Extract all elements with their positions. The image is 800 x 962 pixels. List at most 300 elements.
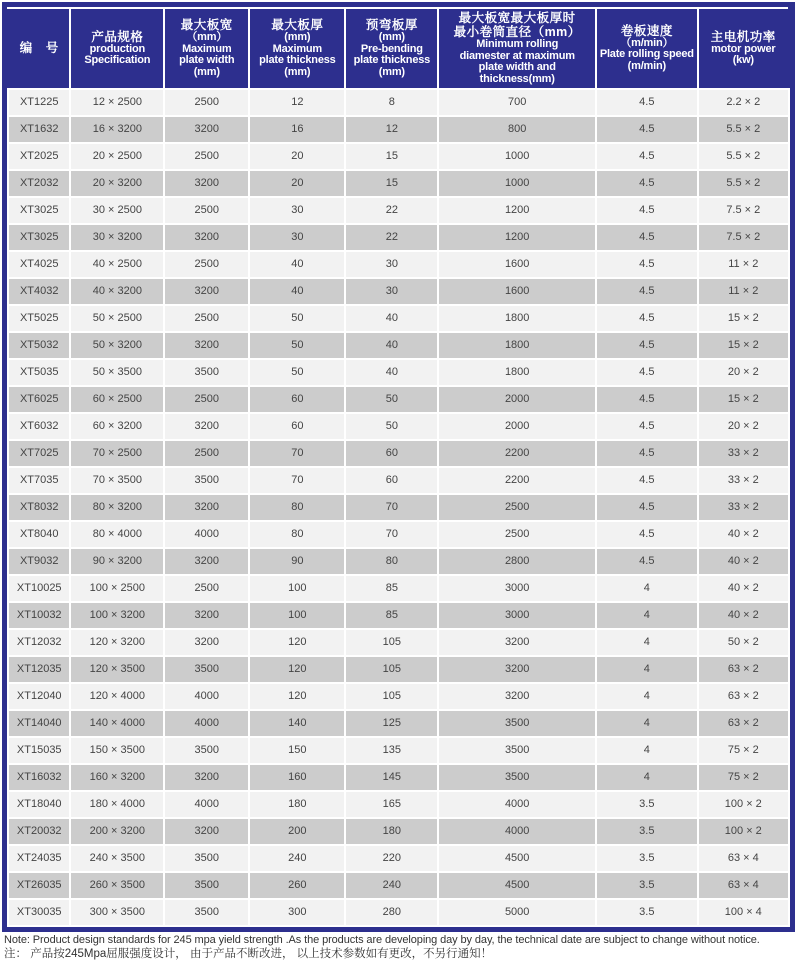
value-cell-motor-power: 75 × 2 xyxy=(698,764,789,791)
value-cell-spec: 300 × 3500 xyxy=(70,899,164,926)
table-row xyxy=(8,116,789,143)
value-cell-min-rolling-diameter: 1800 xyxy=(438,332,596,359)
value-cell-spec: 180 × 4000 xyxy=(70,791,164,818)
value-cell-plate-rolling-speed: 4 xyxy=(596,575,698,602)
model-id-cell: XT15035 xyxy=(8,737,70,764)
value-cell-prebending-plate-thickness: 85 xyxy=(345,602,438,629)
value-cell-max-plate-width: 2500 xyxy=(164,305,249,332)
value-cell-max-plate-thickness: 140 xyxy=(249,710,345,737)
value-cell-max-plate-thickness: 30 xyxy=(249,224,345,251)
model-id-cell: XT26035 xyxy=(8,872,70,899)
model-id-cell: XT5025 xyxy=(8,305,70,332)
value-cell-plate-rolling-speed: 4.5 xyxy=(596,332,698,359)
value-cell-motor-power: 63 × 4 xyxy=(698,845,789,872)
table-row xyxy=(8,656,789,683)
column-header-motor-power xyxy=(698,8,789,89)
header-line: 最小卷筒直径（mm） xyxy=(453,25,581,39)
header-line: (kw) xyxy=(732,54,754,67)
model-id-cell: XT24035 xyxy=(8,845,70,872)
value-cell-spec: 120 × 3500 xyxy=(70,656,164,683)
table-row xyxy=(8,548,789,575)
header-line: (mm) xyxy=(284,31,311,43)
value-cell-plate-rolling-speed: 4.5 xyxy=(596,224,698,251)
value-cell-spec: 240 × 3500 xyxy=(70,845,164,872)
value-cell-max-plate-width: 2500 xyxy=(164,251,249,278)
table-row xyxy=(8,197,789,224)
table-row xyxy=(8,710,789,737)
table-row xyxy=(8,575,789,602)
value-cell-prebending-plate-thickness: 85 xyxy=(345,575,438,602)
header-line: 最大板厚 xyxy=(271,18,324,32)
header-row xyxy=(8,8,789,89)
header-line: Specification xyxy=(84,54,151,67)
model-id-cell: XT6025 xyxy=(8,386,70,413)
value-cell-min-rolling-diameter: 2800 xyxy=(438,548,596,575)
value-cell-max-plate-width: 3500 xyxy=(164,845,249,872)
header-line: plate width and xyxy=(478,61,556,74)
value-cell-motor-power: 40 × 2 xyxy=(698,548,789,575)
value-cell-motor-power: 63 × 2 xyxy=(698,683,789,710)
value-cell-spec: 16 × 3200 xyxy=(70,116,164,143)
value-cell-max-plate-thickness: 180 xyxy=(249,791,345,818)
value-cell-max-plate-thickness: 150 xyxy=(249,737,345,764)
table-row xyxy=(8,359,789,386)
value-cell-spec: 120 × 3200 xyxy=(70,629,164,656)
column-header-id xyxy=(8,8,70,89)
value-cell-motor-power: 11 × 2 xyxy=(698,278,789,305)
value-cell-plate-rolling-speed: 4.5 xyxy=(596,170,698,197)
value-cell-motor-power: 5.5 × 2 xyxy=(698,170,789,197)
table-row xyxy=(8,467,789,494)
header-line: （mm） xyxy=(186,31,228,43)
value-cell-prebending-plate-thickness: 8 xyxy=(345,89,438,116)
value-cell-plate-rolling-speed: 4.5 xyxy=(596,440,698,467)
value-cell-plate-rolling-speed: 4.5 xyxy=(596,305,698,332)
value-cell-spec: 20 × 2500 xyxy=(70,143,164,170)
value-cell-motor-power: 15 × 2 xyxy=(698,386,789,413)
table-row xyxy=(8,278,789,305)
table-row xyxy=(8,764,789,791)
table-row xyxy=(8,629,789,656)
value-cell-prebending-plate-thickness: 50 xyxy=(345,413,438,440)
value-cell-max-plate-thickness: 240 xyxy=(249,845,345,872)
value-cell-max-plate-thickness: 200 xyxy=(249,818,345,845)
table-row xyxy=(8,899,789,926)
value-cell-prebending-plate-thickness: 30 xyxy=(345,278,438,305)
value-cell-min-rolling-diameter: 3500 xyxy=(438,764,596,791)
value-cell-prebending-plate-thickness: 105 xyxy=(345,656,438,683)
value-cell-spec: 30 × 3200 xyxy=(70,224,164,251)
value-cell-prebending-plate-thickness: 165 xyxy=(345,791,438,818)
value-cell-plate-rolling-speed: 4.5 xyxy=(596,89,698,116)
value-cell-max-plate-width: 3200 xyxy=(164,548,249,575)
table-row xyxy=(8,791,789,818)
table-row xyxy=(8,386,789,413)
value-cell-motor-power: 33 × 2 xyxy=(698,494,789,521)
value-cell-spec: 60 × 3200 xyxy=(70,413,164,440)
value-cell-motor-power: 63 × 2 xyxy=(698,710,789,737)
value-cell-plate-rolling-speed: 4 xyxy=(596,737,698,764)
header-line: Maximum xyxy=(182,42,232,55)
value-cell-plate-rolling-speed: 4.5 xyxy=(596,359,698,386)
value-cell-max-plate-width: 3200 xyxy=(164,764,249,791)
value-cell-spec: 60 × 2500 xyxy=(70,386,164,413)
value-cell-max-plate-width: 4000 xyxy=(164,791,249,818)
value-cell-spec: 200 × 3200 xyxy=(70,818,164,845)
value-cell-plate-rolling-speed: 4.5 xyxy=(596,548,698,575)
header-line: (mm) xyxy=(284,65,311,78)
value-cell-max-plate-width: 3500 xyxy=(164,737,249,764)
model-id-cell: XT2032 xyxy=(8,170,70,197)
header-line: Maximum xyxy=(272,42,323,55)
header-line: (mm) xyxy=(193,65,220,78)
table-body xyxy=(8,89,789,926)
value-cell-max-plate-width: 2500 xyxy=(164,575,249,602)
table-row xyxy=(8,521,789,548)
value-cell-max-plate-thickness: 60 xyxy=(249,386,345,413)
value-cell-plate-rolling-speed: 3.5 xyxy=(596,791,698,818)
model-id-cell: XT30035 xyxy=(8,899,70,926)
model-id-cell: XT6032 xyxy=(8,413,70,440)
value-cell-spec: 70 × 2500 xyxy=(70,440,164,467)
header-line: plate thickness xyxy=(259,54,336,67)
value-cell-max-plate-thickness: 90 xyxy=(249,548,345,575)
value-cell-max-plate-width: 3200 xyxy=(164,602,249,629)
model-id-cell: XT12032 xyxy=(8,629,70,656)
header-line: diamester at maximum xyxy=(459,49,575,62)
value-cell-plate-rolling-speed: 4 xyxy=(596,764,698,791)
model-id-cell: XT5032 xyxy=(8,332,70,359)
spec-table xyxy=(7,7,790,927)
value-cell-max-plate-thickness: 300 xyxy=(249,899,345,926)
value-cell-prebending-plate-thickness: 22 xyxy=(345,197,438,224)
value-cell-motor-power: 100 × 2 xyxy=(698,791,789,818)
header-line: 最大板宽 xyxy=(180,18,233,32)
value-cell-plate-rolling-speed: 4.5 xyxy=(596,116,698,143)
value-cell-max-plate-thickness: 20 xyxy=(249,170,345,197)
model-id-cell: XT4025 xyxy=(8,251,70,278)
value-cell-max-plate-thickness: 40 xyxy=(249,251,345,278)
value-cell-max-plate-width: 3200 xyxy=(164,494,249,521)
value-cell-spec: 20 × 3200 xyxy=(70,170,164,197)
header-line: plate width xyxy=(179,54,235,67)
value-cell-motor-power: 75 × 2 xyxy=(698,737,789,764)
value-cell-prebending-plate-thickness: 40 xyxy=(345,332,438,359)
value-cell-max-plate-thickness: 100 xyxy=(249,602,345,629)
value-cell-max-plate-width: 3500 xyxy=(164,359,249,386)
value-cell-prebending-plate-thickness: 60 xyxy=(345,440,438,467)
model-id-cell: XT14040 xyxy=(8,710,70,737)
value-cell-min-rolling-diameter: 2500 xyxy=(438,494,596,521)
value-cell-min-rolling-diameter: 3200 xyxy=(438,683,596,710)
value-cell-plate-rolling-speed: 4.5 xyxy=(596,143,698,170)
value-cell-spec: 90 × 3200 xyxy=(70,548,164,575)
table-row xyxy=(8,251,789,278)
value-cell-spec: 80 × 4000 xyxy=(70,521,164,548)
value-cell-min-rolling-diameter: 800 xyxy=(438,116,596,143)
value-cell-spec: 50 × 3500 xyxy=(70,359,164,386)
value-cell-prebending-plate-thickness: 145 xyxy=(345,764,438,791)
value-cell-motor-power: 63 × 4 xyxy=(698,872,789,899)
value-cell-min-rolling-diameter: 4500 xyxy=(438,872,596,899)
value-cell-min-rolling-diameter: 1600 xyxy=(438,278,596,305)
value-cell-max-plate-width: 3500 xyxy=(164,467,249,494)
footnotes xyxy=(2,934,795,962)
value-cell-motor-power: 7.5 × 2 xyxy=(698,197,789,224)
header-line: 卷板速度 xyxy=(620,23,673,38)
value-cell-max-plate-width: 2500 xyxy=(164,143,249,170)
value-cell-motor-power: 63 × 2 xyxy=(698,656,789,683)
model-id-cell: XT8040 xyxy=(8,521,70,548)
value-cell-max-plate-width: 3200 xyxy=(164,224,249,251)
value-cell-motor-power: 40 × 2 xyxy=(698,602,789,629)
value-cell-spec: 30 × 2500 xyxy=(70,197,164,224)
value-cell-min-rolling-diameter: 700 xyxy=(438,89,596,116)
table-header xyxy=(8,8,789,89)
value-cell-plate-rolling-speed: 4 xyxy=(596,683,698,710)
value-cell-spec: 70 × 3500 xyxy=(70,467,164,494)
value-cell-spec: 140 × 4000 xyxy=(70,710,164,737)
value-cell-spec: 50 × 2500 xyxy=(70,305,164,332)
value-cell-max-plate-thickness: 70 xyxy=(249,440,345,467)
header-line: production xyxy=(89,42,146,55)
model-id-cell: XT2025 xyxy=(8,143,70,170)
value-cell-plate-rolling-speed: 4.5 xyxy=(596,494,698,521)
value-cell-prebending-plate-thickness: 180 xyxy=(345,818,438,845)
value-cell-motor-power: 100 × 4 xyxy=(698,899,789,926)
value-cell-motor-power: 20 × 2 xyxy=(698,413,789,440)
value-cell-motor-power: 7.5 × 2 xyxy=(698,224,789,251)
value-cell-max-plate-width: 3200 xyxy=(164,629,249,656)
value-cell-min-rolling-diameter: 1800 xyxy=(438,359,596,386)
value-cell-motor-power: 20 × 2 xyxy=(698,359,789,386)
model-id-cell: XT18040 xyxy=(8,791,70,818)
value-cell-plate-rolling-speed: 4.5 xyxy=(596,278,698,305)
value-cell-plate-rolling-speed: 3.5 xyxy=(596,872,698,899)
header-line: 产品规格 xyxy=(91,29,144,44)
value-cell-min-rolling-diameter: 2000 xyxy=(438,413,596,440)
model-id-cell: XT5035 xyxy=(8,359,70,386)
value-cell-motor-power: 15 × 2 xyxy=(698,332,789,359)
value-cell-plate-rolling-speed: 3.5 xyxy=(596,845,698,872)
value-cell-plate-rolling-speed: 4 xyxy=(596,629,698,656)
value-cell-max-plate-thickness: 120 xyxy=(249,656,345,683)
table-row xyxy=(8,737,789,764)
value-cell-prebending-plate-thickness: 220 xyxy=(345,845,438,872)
value-cell-plate-rolling-speed: 4.5 xyxy=(596,467,698,494)
value-cell-motor-power: 100 × 2 xyxy=(698,818,789,845)
value-cell-min-rolling-diameter: 4000 xyxy=(438,791,596,818)
model-id-cell: XT3025 xyxy=(8,224,70,251)
value-cell-spec: 150 × 3500 xyxy=(70,737,164,764)
header-line: 主电机功率 xyxy=(710,29,776,44)
header-line: Pre-bending xyxy=(360,42,423,55)
value-cell-max-plate-width: 2500 xyxy=(164,440,249,467)
value-cell-min-rolling-diameter: 1000 xyxy=(438,143,596,170)
value-cell-prebending-plate-thickness: 105 xyxy=(345,629,438,656)
table-row xyxy=(8,818,789,845)
value-cell-min-rolling-diameter: 3200 xyxy=(438,629,596,656)
value-cell-min-rolling-diameter: 2000 xyxy=(438,386,596,413)
model-id-cell: XT16032 xyxy=(8,764,70,791)
value-cell-motor-power: 2.2 × 2 xyxy=(698,89,789,116)
value-cell-max-plate-width: 3200 xyxy=(164,278,249,305)
value-cell-prebending-plate-thickness: 135 xyxy=(345,737,438,764)
value-cell-plate-rolling-speed: 3.5 xyxy=(596,818,698,845)
header-line: (m/min) xyxy=(627,60,666,73)
value-cell-min-rolling-diameter: 3500 xyxy=(438,710,596,737)
note-english: Note: Product design standards for 245 mpa yield strength .As the products are developing day by day, the technical date are subject to change without notice. xyxy=(4,933,760,946)
header-line: (mm) xyxy=(378,31,405,43)
value-cell-plate-rolling-speed: 4.5 xyxy=(596,521,698,548)
value-cell-max-plate-width: 2500 xyxy=(164,89,249,116)
value-cell-motor-power: 33 × 2 xyxy=(698,467,789,494)
table-row xyxy=(8,332,789,359)
value-cell-min-rolling-diameter: 2500 xyxy=(438,521,596,548)
table-row xyxy=(8,602,789,629)
value-cell-max-plate-thickness: 160 xyxy=(249,764,345,791)
value-cell-max-plate-width: 3200 xyxy=(164,116,249,143)
value-cell-plate-rolling-speed: 4.5 xyxy=(596,413,698,440)
value-cell-max-plate-thickness: 60 xyxy=(249,413,345,440)
value-cell-min-rolling-diameter: 3000 xyxy=(438,575,596,602)
value-cell-prebending-plate-thickness: 240 xyxy=(345,872,438,899)
value-cell-max-plate-thickness: 30 xyxy=(249,197,345,224)
value-cell-max-plate-width: 3500 xyxy=(164,656,249,683)
header-line: （m/min） xyxy=(620,36,674,49)
value-cell-min-rolling-diameter: 1000 xyxy=(438,170,596,197)
model-id-cell: XT12035 xyxy=(8,656,70,683)
header-line: 最大板宽最大板厚时 xyxy=(458,11,576,25)
value-cell-plate-rolling-speed: 4.5 xyxy=(596,251,698,278)
value-cell-max-plate-thickness: 100 xyxy=(249,575,345,602)
value-cell-motor-power: 15 × 2 xyxy=(698,305,789,332)
header-line: thickness(mm) xyxy=(479,72,555,85)
value-cell-motor-power: 33 × 2 xyxy=(698,440,789,467)
table-row xyxy=(8,413,789,440)
value-cell-prebending-plate-thickness: 125 xyxy=(345,710,438,737)
value-cell-prebending-plate-thickness: 40 xyxy=(345,305,438,332)
table-row xyxy=(8,845,789,872)
table-row xyxy=(8,872,789,899)
value-cell-prebending-plate-thickness: 12 xyxy=(345,116,438,143)
value-cell-min-rolling-diameter: 2200 xyxy=(438,467,596,494)
value-cell-motor-power: 5.5 × 2 xyxy=(698,143,789,170)
model-id-cell: XT8032 xyxy=(8,494,70,521)
column-header-min-rolling-diameter xyxy=(438,8,596,89)
table-row xyxy=(8,683,789,710)
value-cell-prebending-plate-thickness: 70 xyxy=(345,494,438,521)
value-cell-prebending-plate-thickness: 40 xyxy=(345,359,438,386)
model-id-cell: XT20032 xyxy=(8,818,70,845)
value-cell-prebending-plate-thickness: 60 xyxy=(345,467,438,494)
value-cell-max-plate-thickness: 260 xyxy=(249,872,345,899)
value-cell-max-plate-width: 3200 xyxy=(164,170,249,197)
model-id-cell: XT10032 xyxy=(8,602,70,629)
value-cell-max-plate-width: 2500 xyxy=(164,386,249,413)
value-cell-min-rolling-diameter: 1600 xyxy=(438,251,596,278)
model-id-cell: XT10025 xyxy=(8,575,70,602)
value-cell-max-plate-thickness: 80 xyxy=(249,494,345,521)
value-cell-max-plate-width: 3200 xyxy=(164,332,249,359)
value-cell-min-rolling-diameter: 2200 xyxy=(438,440,596,467)
note-chinese: 注： 产品按245Mpa屈服强度设计， 由于产品不断改进， 以上技术参数如有更改，不另行通知！ xyxy=(4,948,493,961)
model-id-cell: XT1225 xyxy=(8,89,70,116)
header-line: (mm) xyxy=(378,65,405,78)
value-cell-max-plate-width: 3500 xyxy=(164,872,249,899)
model-id-cell: XT3025 xyxy=(8,197,70,224)
value-cell-min-rolling-diameter: 1200 xyxy=(438,224,596,251)
value-cell-max-plate-width: 4000 xyxy=(164,683,249,710)
value-cell-spec: 100 × 3200 xyxy=(70,602,164,629)
table-row xyxy=(8,494,789,521)
model-id-cell: XT7035 xyxy=(8,467,70,494)
value-cell-min-rolling-diameter: 5000 xyxy=(438,899,596,926)
value-cell-max-plate-thickness: 50 xyxy=(249,305,345,332)
value-cell-prebending-plate-thickness: 105 xyxy=(345,683,438,710)
table-row xyxy=(8,224,789,251)
value-cell-prebending-plate-thickness: 70 xyxy=(345,521,438,548)
header-line: 预弯板厚 xyxy=(365,18,418,32)
value-cell-min-rolling-diameter: 3000 xyxy=(438,602,596,629)
value-cell-spec: 40 × 2500 xyxy=(70,251,164,278)
value-cell-max-plate-thickness: 12 xyxy=(249,89,345,116)
column-header-spec xyxy=(70,8,164,89)
value-cell-prebending-plate-thickness: 15 xyxy=(345,143,438,170)
value-cell-spec: 40 × 3200 xyxy=(70,278,164,305)
value-cell-prebending-plate-thickness: 22 xyxy=(345,224,438,251)
column-header-prebending-plate-thickness xyxy=(345,8,438,89)
header-line: plate thickness xyxy=(353,54,431,67)
value-cell-prebending-plate-thickness: 15 xyxy=(345,170,438,197)
column-header-plate-rolling-speed xyxy=(596,8,698,89)
table-row xyxy=(8,440,789,467)
table-row xyxy=(8,143,789,170)
value-cell-motor-power: 40 × 2 xyxy=(698,521,789,548)
value-cell-motor-power: 40 × 2 xyxy=(698,575,789,602)
value-cell-spec: 100 × 2500 xyxy=(70,575,164,602)
value-cell-max-plate-width: 4000 xyxy=(164,521,249,548)
header-line: motor power xyxy=(711,42,776,55)
table-row xyxy=(8,89,789,116)
value-cell-min-rolling-diameter: 4500 xyxy=(438,845,596,872)
spec-table-frame xyxy=(2,2,795,932)
model-id-cell: XT1632 xyxy=(8,116,70,143)
value-cell-max-plate-width: 3200 xyxy=(164,818,249,845)
value-cell-max-plate-thickness: 20 xyxy=(249,143,345,170)
value-cell-max-plate-width: 3200 xyxy=(164,413,249,440)
value-cell-plate-rolling-speed: 4 xyxy=(596,602,698,629)
model-id-cell: XT9032 xyxy=(8,548,70,575)
value-cell-max-plate-width: 3500 xyxy=(164,899,249,926)
value-cell-plate-rolling-speed: 4 xyxy=(596,710,698,737)
value-cell-prebending-plate-thickness: 30 xyxy=(345,251,438,278)
table-row xyxy=(8,170,789,197)
value-cell-max-plate-thickness: 80 xyxy=(249,521,345,548)
header-line: Minimum rolling xyxy=(476,38,559,50)
value-cell-spec: 260 × 3500 xyxy=(70,872,164,899)
value-cell-prebending-plate-thickness: 50 xyxy=(345,386,438,413)
value-cell-min-rolling-diameter: 1200 xyxy=(438,197,596,224)
value-cell-min-rolling-diameter: 4000 xyxy=(438,818,596,845)
column-header-max-plate-width xyxy=(164,8,249,89)
value-cell-max-plate-thickness: 70 xyxy=(249,467,345,494)
table-row xyxy=(8,305,789,332)
value-cell-spec: 80 × 3200 xyxy=(70,494,164,521)
value-cell-max-plate-thickness: 40 xyxy=(249,278,345,305)
value-cell-max-plate-thickness: 50 xyxy=(249,359,345,386)
value-cell-min-rolling-diameter: 3200 xyxy=(438,656,596,683)
